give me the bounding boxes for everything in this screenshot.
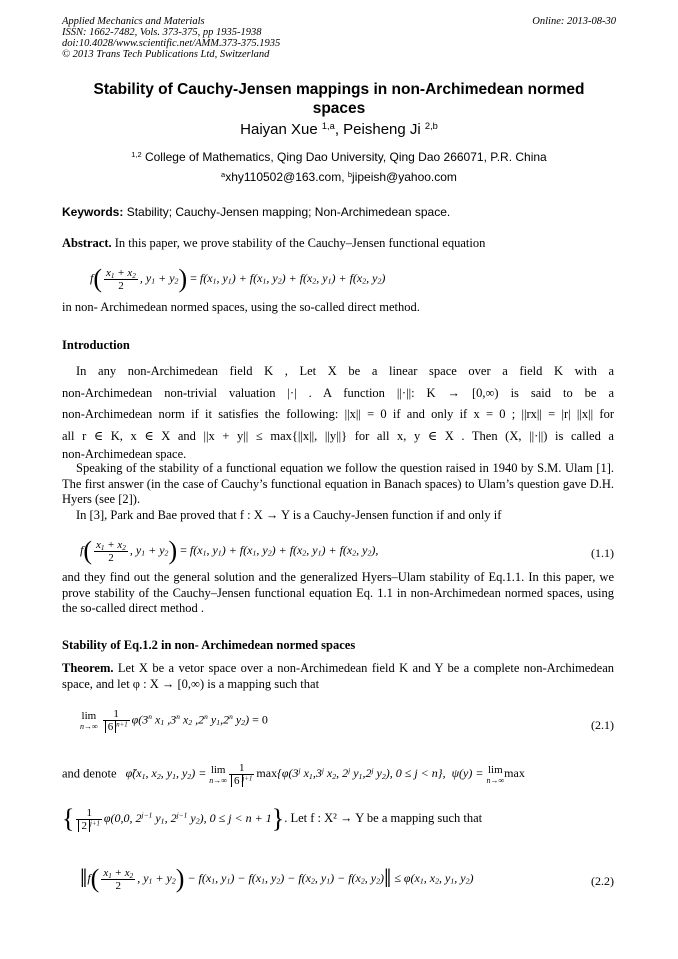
theorem-label: Theorem.: [62, 661, 114, 675]
denote-line: and denote $\varphĩ(x_1$, $x_2$, $y_1$, $y_2$) = lim n→∞ $\frac{1}{6 ^{j+1}}$ max{φ(3$^j$ $x_1,3^j$ $x_2$, 2$^j$ $y_1,2^j$ $y_2$), 0 ≤ j < n}, ψ(y) = lim n→∞ max: [62, 762, 525, 787]
intro-paragraph-3: In [3], Park and Bae proved that f : X → Y is a Cauchy-Jensen function if and only if: [76, 508, 502, 522]
author-1-sup: 1,a: [321, 120, 335, 131]
keywords-text: Stability; Cauchy-Jensen mapping; Non-Archimedean space.: [123, 205, 451, 219]
theorem-text: Let X be a vetor space over a non-Archimedean field K and Y be a complete non-Archimedean space, and let φ : X → [0,∞) is a mapping such that: [62, 661, 614, 691]
let-text: . Let f : X² → Y be a mapping such that: [284, 810, 483, 825]
intro-paragraph-4: and they find out the general solution and the generalized Hyers–Ulam stability of Eq.1.1. In this paper, we prove stability of the Cauchy–Jensen functional equation Eq. 1.1 in non-Archimedean normed spaces, using the so-called direct method .: [62, 570, 614, 615]
intro-p1-line-2: non-Archimedean non-trivial valuation |·| . A function ||·||: K → [0,∞) is said to be a: [62, 385, 614, 400]
email-a-sup: a: [221, 169, 226, 179]
equation-1-1: f( $\frac{x_1 + x_2}{2}$ , $y_1 + y_2) = f(x_1$, $y_1) + f(x_1$, $y_2) + f(x_2$, $y_1) + f(x_2$, $y_2$),: [80, 536, 379, 565]
abstract: [62, 236, 614, 252]
equation-2-2: ‖f( $\frac{x_1 + x_2}{2}$ , $y_1 + y_2) - f(x_1$, $y_1) - f(x_1$, $y_2) - f(x_2$, $y_1) - f(x_2$, $y_2)‖ \le \varphi(x_1$, $x_2$, $y_1$, $y_2$): [80, 864, 474, 893]
doi-line: doi:10.4028/www.scientific.net/AMM.373-375.1935: [62, 38, 281, 49]
intro-p1-line-3: non-Archimedean norm if it satisfies the following: ||x|| = 0 if and only if x = 0 ; ||rx|| = |r| ||x|| for: [62, 407, 614, 421]
abstract-equation: f( $\frac{x_1 + x_2}{2}$ , $y_1 + y_2) = f(x_1$, $y_1) + f(x_1$, $y_2) + f(x_2$, $y_1) + f(x_2$, $y_2$): [90, 264, 386, 293]
author-2-sup: 2,b: [424, 120, 438, 131]
keywords: [62, 205, 450, 219]
intro-paragraph-2: Speaking of the stability of a functional equation we follow the question raised in 1940 by S.M. Ulam [1]. The first answer (in the case of Cauchy’s functional equation in Banach spaces) to Ulam’s question gave D.H. Hyers (see [2]).: [62, 461, 614, 506]
abstract-after: in non- Archimedean normed spaces, using the so-called direct method.: [62, 300, 420, 314]
affiliation-sup: 1,2: [131, 149, 142, 159]
equation-2-1-number: (2.1): [591, 718, 614, 732]
author-1: Haiyan Xue: [240, 121, 318, 138]
journal-header: [62, 16, 280, 60]
keywords-label: Keywords:: [62, 205, 124, 219]
denote-text: and denote: [62, 766, 117, 781]
affiliation-text: College of Mathematics, Qing Dao University, Qing Dao 266071, P.R. China: [141, 150, 547, 164]
title-line-1: Stability of Cauchy-Jensen mappings in non-Archimedean normed: [93, 81, 585, 98]
equation-1-1-number: (1.1): [591, 546, 614, 560]
intro-p1-line-5: non-Archimedean space.: [62, 447, 187, 461]
intro-p1-line-4: all r ∈ K, x ∈ X and ||x + y|| ≤ max{||x||, ||y||} for all x, y ∈ X . Then (X, ||·||) is called a: [62, 428, 614, 443]
abstract-text: In this paper, we prove stability of the Cauchy–Jensen functional equation: [111, 236, 486, 250]
email-a: xhy110502@163.com,: [225, 170, 348, 184]
email-b: jipeish@yahoo.com: [352, 170, 457, 184]
journal-name: Applied Mechanics and Materials: [62, 16, 205, 27]
emails: [62, 170, 616, 184]
copyright-line: © 2013 Trans Tech Publications Ltd, Switzerland: [62, 49, 270, 60]
theorem: [62, 661, 614, 692]
paper-title: [62, 80, 616, 118]
author-separator: ,: [334, 121, 344, 138]
email-b-sup: b: [347, 169, 353, 179]
title-line-2: spaces: [312, 100, 366, 117]
equation-2-1: lim n→∞ $\frac{1}{6 ^{n+1}}$ φ(3$^n$ $x_1$ ,3$^n$ $x_2$ ,2$^n$ $y_1,2^n$ $y_2) = 0$: [80, 708, 268, 733]
affiliation: [62, 150, 616, 164]
intro-paragraph-1: [62, 361, 614, 461]
authors: [62, 121, 616, 138]
equation-2-2-number: (2.2): [591, 874, 614, 888]
abstract-label: Abstract.: [62, 236, 112, 250]
psi-continuation: { $\frac{1}{2 ^{j+1}}$ φ(0,0, $2^{j-1}$ $y_1$, $2^{j-1}$ $y_2$), 0 ≤ j < n + 1}. Let f : X² → Y be a mapping such that: [62, 804, 483, 833]
author-2: Peisheng Ji: [343, 121, 421, 138]
intro-heading: Introduction: [62, 338, 130, 352]
section-2-heading: Stability of Eq.1.2 in non- Archimedean normed spaces: [62, 638, 356, 652]
intro-p1-line-1: In any non-Archimedean field K , Let X be a linear space over a field K with a: [76, 364, 614, 378]
issn-line: ISSN: 1662-7482, Vols. 373-375, pp 1935-1938: [62, 27, 262, 38]
online-date: Online: 2013-08-30: [532, 16, 616, 27]
